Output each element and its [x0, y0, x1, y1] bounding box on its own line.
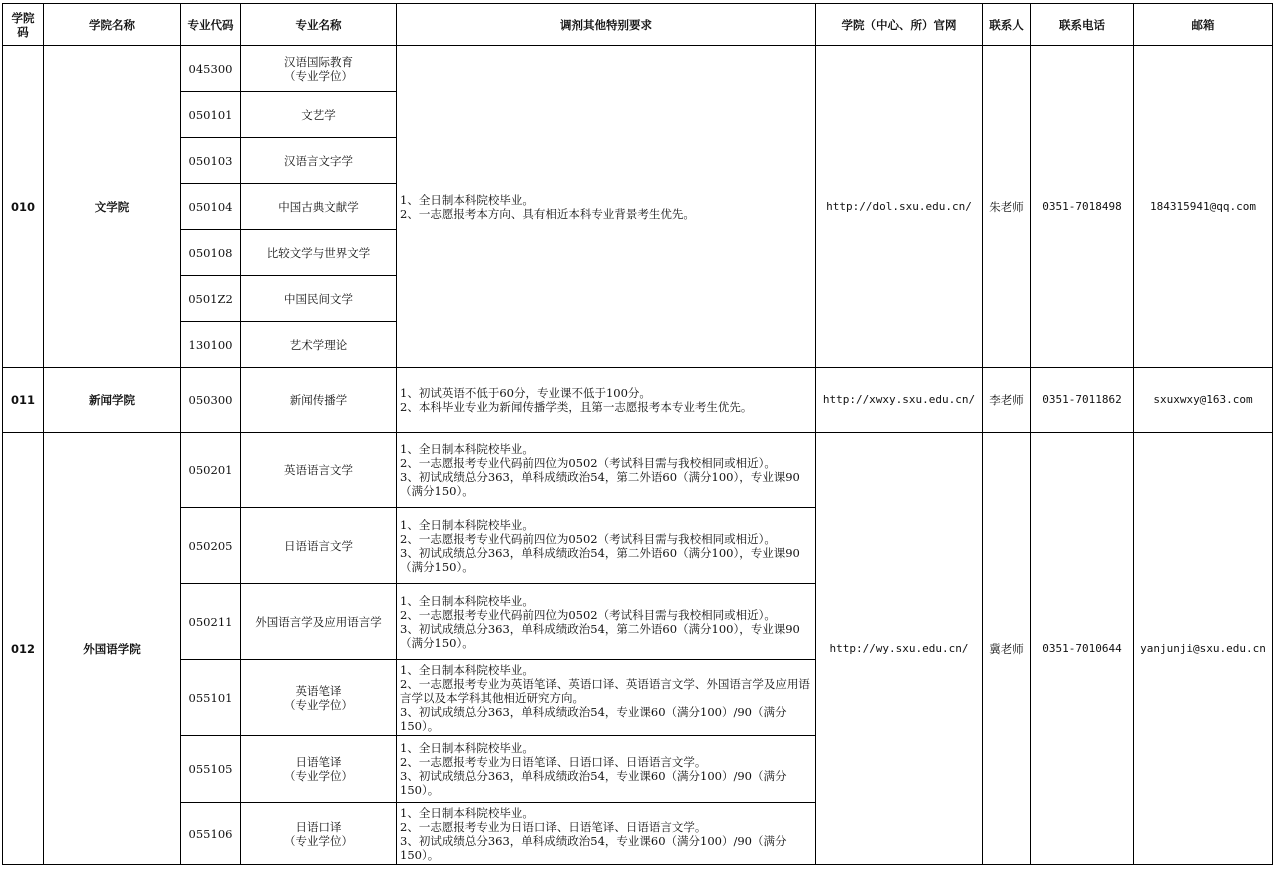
college-code: 010 [3, 46, 44, 368]
requirements-cell: 1、初试英语不低于60分，专业课不低于100分。 2、本科毕业专业为新闻传播学类，且第一志愿报考本专业考生优先。 [397, 368, 816, 433]
header-major-name: 专业名称 [241, 4, 397, 46]
major-code: 050108 [181, 230, 241, 276]
major-name: 新闻传播学 [241, 368, 397, 433]
major-code: 055106 [181, 803, 241, 865]
phone-number: 0351-7018498 [1031, 46, 1134, 368]
major-name: 日语口译 （专业学位） [241, 803, 397, 865]
header-email: 邮箱 [1134, 4, 1273, 46]
header-major-code: 专业代码 [181, 4, 241, 46]
major-name: 英语语言文学 [241, 433, 397, 508]
requirements-cell: 1、全日制本科院校毕业。 2、一志愿报考专业代码前四位为0502（考试科目需与我校相同或相近）。 3、初试成绩总分363，单科成绩政治54，第二外语60（满分100），专业课90（满分150）。 [397, 433, 816, 508]
header-website: 学院（中心、所）官网 [816, 4, 983, 46]
contact-person: 朱老师 [983, 46, 1031, 368]
major-name: 文艺学 [241, 92, 397, 138]
major-code: 055105 [181, 736, 241, 803]
major-name: 日语笔译 （专业学位） [241, 736, 397, 803]
major-code: 050201 [181, 433, 241, 508]
contact-person: 李老师 [983, 368, 1031, 433]
phone-number: 0351-7011862 [1031, 368, 1134, 433]
major-name: 日语语言文学 [241, 508, 397, 584]
adjustment-table [2, 3, 1273, 865]
header-college-code: 学院码 [3, 4, 44, 46]
header-phone: 联系电话 [1031, 4, 1134, 46]
phone-number: 0351-7010644 [1031, 433, 1134, 865]
header-college-name: 学院名称 [44, 4, 181, 46]
major-code: 050104 [181, 184, 241, 230]
email-address[interactable]: 184315941@qq.com [1134, 46, 1273, 368]
college-name: 新闻学院 [44, 368, 181, 433]
major-code: 130100 [181, 322, 241, 368]
major-name: 中国古典文献学 [241, 184, 397, 230]
email-address[interactable]: sxuxwxy@163.com [1134, 368, 1273, 433]
requirements-cell: 1、全日制本科院校毕业。 2、一志愿报考专业代码前四位为0502（考试科目需与我校相同或相近）。 3、初试成绩总分363，单科成绩政治54，第二外语60（满分100），专业课90（满分150）。 [397, 584, 816, 660]
major-code: 050101 [181, 92, 241, 138]
requirements-cell: 1、全日制本科院校毕业。 2、一志愿报考专业为英语笔译、英语口译、英语语言文学、外国语言学及应用语言学以及本学科其他相近研究方向。 3、初试成绩总分363，单科成绩政治54，专业课60（满分100）/90（满分150）。 [397, 660, 816, 736]
major-name: 英语笔译 （专业学位） [241, 660, 397, 736]
major-name: 比较文学与世界文学 [241, 230, 397, 276]
college-name: 外国语学院 [44, 433, 181, 865]
major-name: 中国民间文学 [241, 276, 397, 322]
requirements-cell: 1、全日制本科院校毕业。 2、一志愿报考专业为日语口译、日语笔译、日语语言文学。 3、初试成绩总分363，单科成绩政治54，专业课60（满分100）/90（满分150）。 [397, 803, 816, 865]
requirements-cell: 1、全日制本科院校毕业。 2、一志愿报考专业为日语笔译、日语口译、日语语言文学。 3、初试成绩总分363，单科成绩政治54，专业课60（满分100）/90（满分150）。 [397, 736, 816, 803]
major-code: 050103 [181, 138, 241, 184]
major-name: 外国语言学及应用语言学 [241, 584, 397, 660]
header-contact: 联系人 [983, 4, 1031, 46]
college-name: 文学院 [44, 46, 181, 368]
website-link[interactable]: http://dol.sxu.edu.cn/ [816, 46, 983, 368]
college-code: 012 [3, 433, 44, 865]
major-code: 055101 [181, 660, 241, 736]
table-row [3, 46, 1273, 92]
website-link[interactable]: http://xwxy.sxu.edu.cn/ [816, 368, 983, 433]
major-code: 050205 [181, 508, 241, 584]
header-requirements: 调剂其他特别要求 [397, 4, 816, 46]
table-row [3, 368, 1273, 433]
major-name: 汉语国际教育 （专业学位） [241, 46, 397, 92]
major-name: 汉语言文字学 [241, 138, 397, 184]
major-code: 050300 [181, 368, 241, 433]
contact-person: 冀老师 [983, 433, 1031, 865]
table-row [3, 433, 1273, 508]
major-code: 050211 [181, 584, 241, 660]
header-row [3, 4, 1273, 46]
requirements-cell: 1、全日制本科院校毕业。 2、一志愿报考专业代码前四位为0502（考试科目需与我校相同或相近）。 3、初试成绩总分363，单科成绩政治54，第二外语60（满分100），专业课90（满分150）。 [397, 508, 816, 584]
website-link[interactable]: http://wy.sxu.edu.cn/ [816, 433, 983, 865]
college-code: 011 [3, 368, 44, 433]
major-code: 0501Z2 [181, 276, 241, 322]
major-code: 045300 [181, 46, 241, 92]
email-address[interactable]: yanjunji@sxu.edu.cn [1134, 433, 1273, 865]
requirements-cell: 1、全日制本科院校毕业。 2、一志愿报考本方向、具有相近本科专业背景考生优先。 [397, 46, 816, 368]
major-name: 艺术学理论 [241, 322, 397, 368]
